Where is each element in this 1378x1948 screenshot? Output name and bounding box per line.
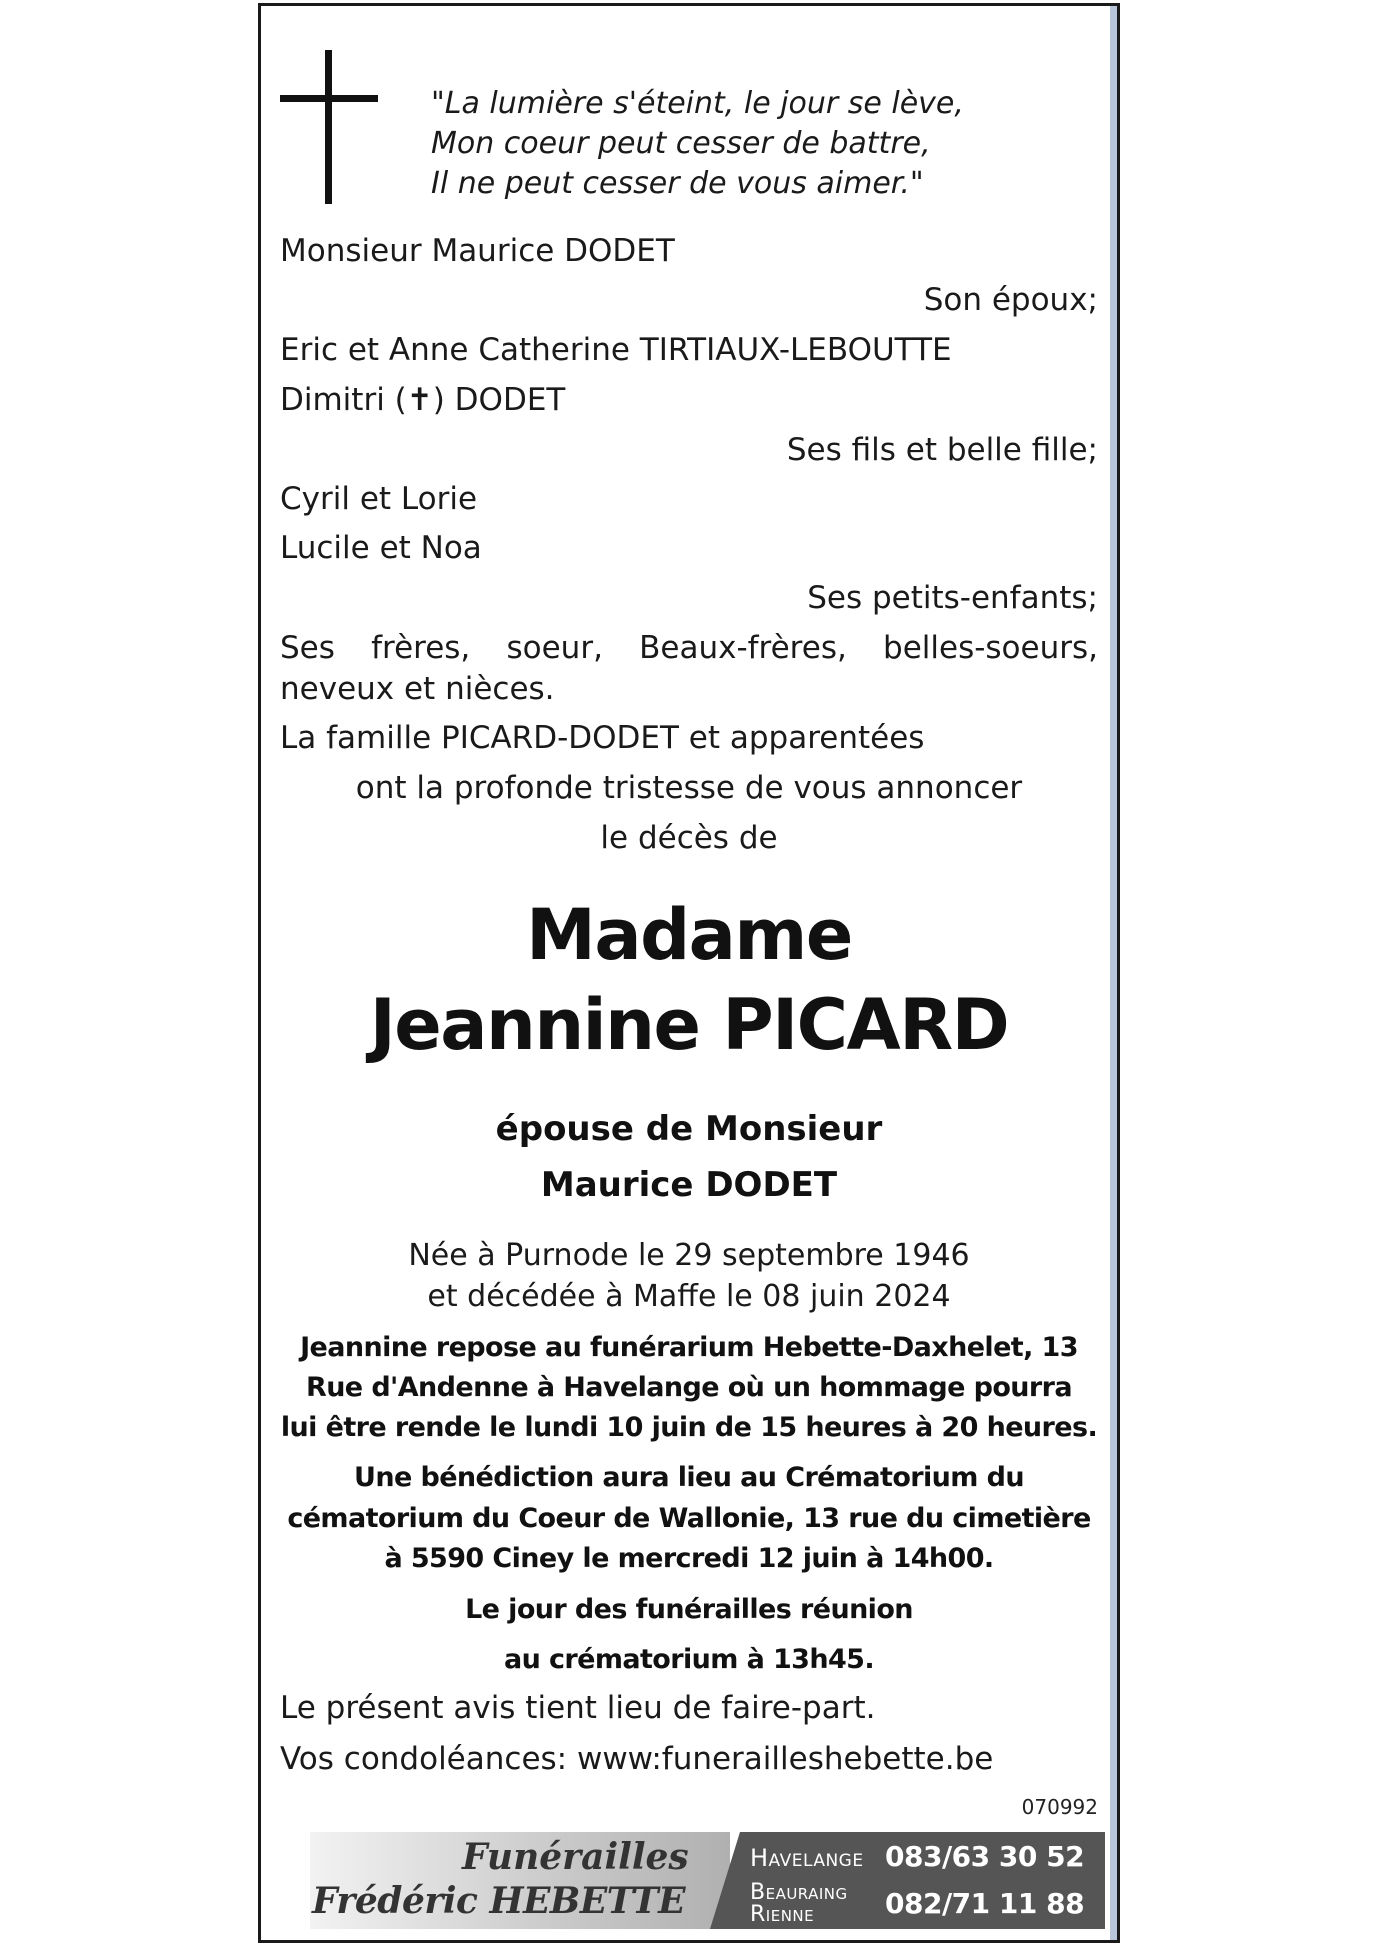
deceased-title: Madame <box>526 894 852 976</box>
city-beauraing: Beauraing <box>750 1880 848 1905</box>
child-2: Dimitri (✝) DODET <box>280 382 566 418</box>
city-havelange: Havelange <box>750 1844 864 1872</box>
siblings-line-2: neveux et nièces. <box>280 671 555 707</box>
reference-number: 070992 <box>1021 1795 1098 1819</box>
spouse-name: Monsieur Maurice DODET <box>280 233 675 269</box>
spouse-line-1: épouse de Monsieur <box>495 1109 883 1149</box>
announce-line-1: ont la profonde tristesse de vous annoncer <box>355 770 1023 806</box>
child-1: Eric et Anne Catherine TIRTIAUX-LEBOUTTE <box>280 332 952 368</box>
meeting-line-1: Le jour des funérailles réunion <box>465 1594 913 1625</box>
notice-line: Le présent avis tient lieu de faire-part. <box>280 1690 876 1726</box>
viewing-line-1: Jeannine repose au funérarium Hebette-Daxhelet, 13 <box>300 1332 1078 1363</box>
spouse-line-2: Maurice DODET <box>540 1165 838 1205</box>
company-line-1: Funérailles <box>462 1836 689 1878</box>
announce-line-2: le décès de <box>600 820 778 856</box>
viewing-line-3: lui être rende le lundi 10 juin de 15 heures à 20 heures. <box>280 1412 1098 1443</box>
children-role: Ses fils et belle fille; <box>786 432 1098 468</box>
siblings-line-1: Ses frères, soeur, Beaux-frères, belles-soeurs, <box>280 630 1098 666</box>
birth-line: Née à Purnode le 29 septembre 1946 <box>408 1238 970 1273</box>
blessing-line-1: Une bénédiction aura lieu au Crématorium du <box>354 1462 1024 1493</box>
spouse-role: Son époux; <box>923 282 1098 318</box>
blessing-line-2: cématorium du Coeur de Wallonie, 13 rue du cimetière <box>287 1503 1091 1534</box>
phone-beauraing: 082/71 11 88 <box>885 1887 1085 1920</box>
phone-havelange: 083/63 30 52 <box>885 1840 1085 1873</box>
family-line: La famille PICARD-DODET et apparentées <box>280 720 925 756</box>
meeting-line-2: au crématorium à 13h45. <box>503 1644 875 1675</box>
grandchildren-1: Cyril et Lorie <box>280 481 478 517</box>
poem-line-3: Il ne peut cesser de vous aimer." <box>431 166 924 201</box>
funeral-home-banner <box>310 1832 1105 1929</box>
viewing-line-2: Rue d'Andenne à Havelange où un hommage pourra <box>306 1372 1072 1403</box>
city-rienne: Rienne <box>750 1902 815 1927</box>
death-line: et décédée à Maffe le 08 juin 2024 <box>427 1279 951 1314</box>
condolences-line: Vos condoléances: www:funerailleshebette.be <box>280 1741 994 1777</box>
deceased-name: Jeannine PICARD <box>369 984 1009 1066</box>
company-line-2: Frédéric HEBETTE <box>312 1880 686 1922</box>
poem-line-2: Mon coeur peut cesser de battre, <box>431 126 931 161</box>
blessing-line-3: à 5590 Ciney le mercredi 12 juin à 14h00. <box>384 1543 994 1574</box>
grandchildren-role: Ses petits-enfants; <box>807 580 1098 616</box>
obituary-card <box>258 3 1120 1943</box>
grandchildren-2: Lucile et Noa <box>280 530 482 566</box>
poem-line-1: "La lumière s'éteint, le jour se lève, <box>431 86 964 121</box>
